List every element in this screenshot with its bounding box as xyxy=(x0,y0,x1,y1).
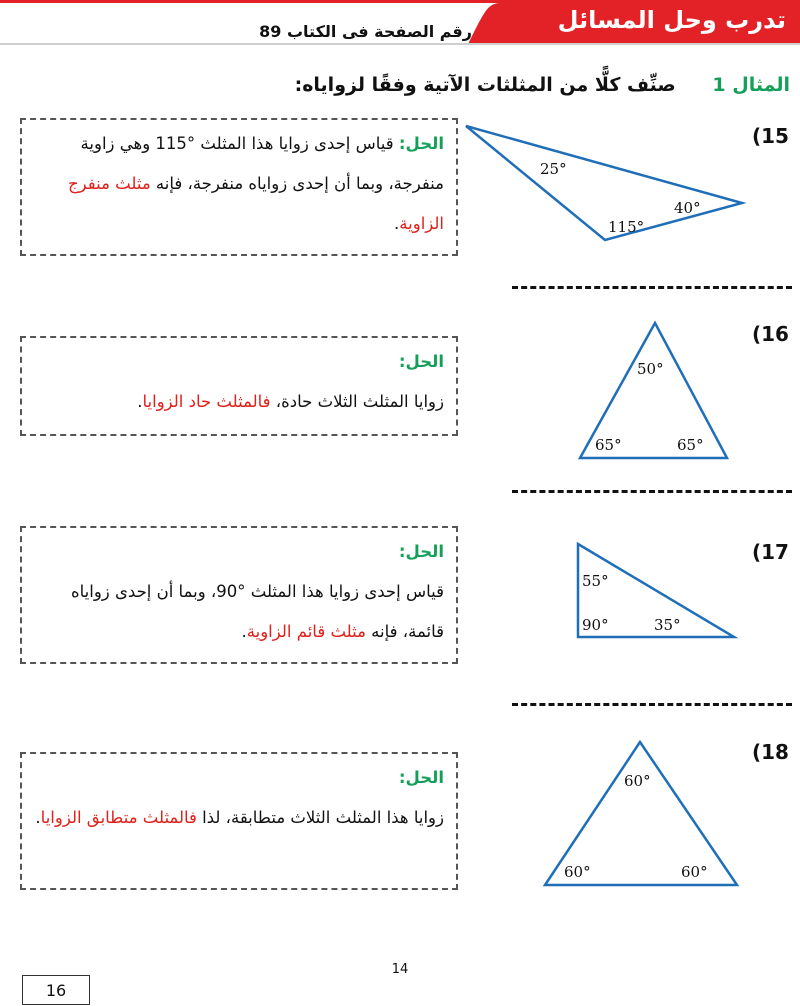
separator xyxy=(512,490,792,493)
angle-label: 60° xyxy=(681,863,708,881)
solution-text: زوايا هذا المثلث الثلاث متطابقة، لذا xyxy=(196,808,444,827)
equiangular-triangle-figure xyxy=(540,738,745,890)
solution-end: . xyxy=(137,392,143,411)
solution-label: الحل: xyxy=(398,542,444,561)
angle-label: 60° xyxy=(564,863,591,881)
angle-label: 60° xyxy=(624,772,651,790)
angle-label: 25° xyxy=(540,160,567,178)
example-instruction: صنِّف كلًّا من المثلثات الآتية وفقًا لزواياه: xyxy=(294,74,676,96)
solution-box-15 xyxy=(20,118,458,256)
section-title: تدرب وحل المسائل xyxy=(557,6,786,34)
angle-label: 65° xyxy=(595,436,622,454)
solution-body xyxy=(34,382,444,422)
solution-text: قياس إحدى زوايا هذا المثلث °115 وهي زاوية منفرجة، وبما أن إحدى زواياه منفرجة، فإنه xyxy=(80,134,444,193)
angle-label: 65° xyxy=(677,436,704,454)
solution-text: قياس إحدى زوايا هذا المثلث °90، وبما أن إحدى زواياه قائمة، فإنه xyxy=(70,582,444,641)
example-label: المثال 1 xyxy=(712,74,790,96)
angle-label: 50° xyxy=(637,360,664,378)
angle-label: 55° xyxy=(582,572,609,590)
angle-label: 40° xyxy=(674,199,701,217)
problem-number-16: (16 xyxy=(752,322,789,346)
solution-label: الحل: xyxy=(398,768,444,787)
example-heading xyxy=(295,74,790,96)
classification-highlight: مثلث منفرج الزاوية xyxy=(68,174,444,233)
classification-highlight: فالمثلث متطابق الزوايا xyxy=(40,808,197,827)
solution-box-17 xyxy=(20,526,458,664)
obtuse-triangle-figure xyxy=(460,118,750,248)
classification-highlight: فالمثلث حاد الزوايا xyxy=(142,392,271,411)
solution-box-16 xyxy=(20,336,458,436)
solution-body xyxy=(34,572,444,652)
angle-label: 35° xyxy=(654,616,681,634)
problem-number-17: (17 xyxy=(752,540,789,564)
solution-end: . xyxy=(394,214,400,233)
classification-highlight: مثلث قائم الزاوية xyxy=(246,622,366,641)
right-triangle-figure xyxy=(574,540,739,642)
problem-number-18: (18 xyxy=(752,740,789,764)
page-number: 14 xyxy=(391,962,409,977)
acute-triangle-figure xyxy=(575,318,735,463)
solution-label: الحل: xyxy=(398,352,444,371)
solution-text: زوايا المثلث الثلاث حادة، xyxy=(270,392,444,411)
separator xyxy=(512,286,792,289)
angle-label: 115° xyxy=(608,218,645,236)
problem-number-15: (15 xyxy=(752,124,789,148)
page-counter-box: 16 xyxy=(22,975,90,1005)
solution-end: . xyxy=(241,622,247,641)
solution-label: الحل: xyxy=(398,134,444,153)
book-page-reference: رقم الصفحة فى الكتاب 89 xyxy=(259,22,472,41)
angle-label: 90° xyxy=(582,616,609,634)
solution-end: . xyxy=(35,808,41,827)
solution-body xyxy=(34,798,444,838)
solution-box-18 xyxy=(20,752,458,890)
separator xyxy=(512,703,792,706)
